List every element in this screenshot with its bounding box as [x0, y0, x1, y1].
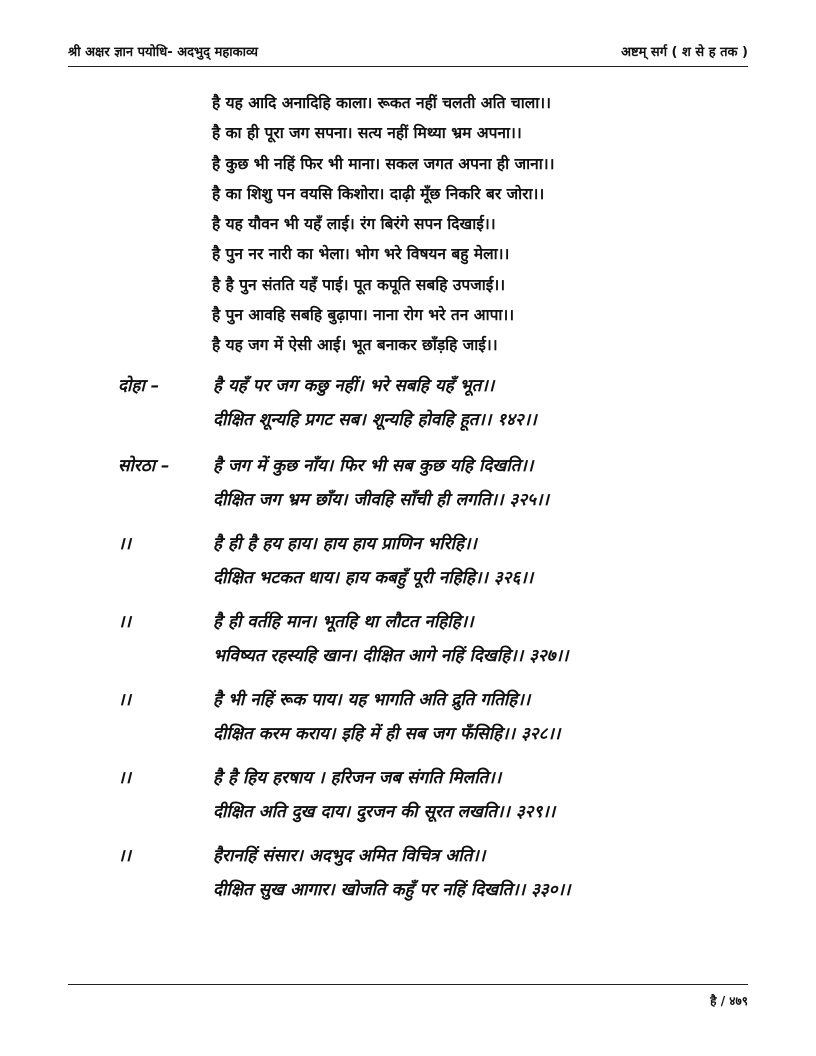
chaupai-line: है यह आदि अनादिहि काला। रूकत नहीं चलती अति चाला।। — [212, 94, 552, 112]
chaupai-line: है का ही पूरा जग सपना। सत्य नहीं मिथ्या भ्रम अपना।। — [212, 124, 522, 143]
footer-divider — [68, 984, 748, 985]
sortha-verse — [118, 760, 718, 830]
verse-label: ।। — [118, 612, 131, 632]
verse-line-1: है भी नहिं रूक पाय। यह भागति अति द्रुति गतिहि।। — [213, 690, 531, 710]
sortha-verse — [118, 526, 718, 596]
chaupai-block — [212, 88, 652, 361]
verse-label: ।। — [118, 690, 131, 710]
chaupai-line: है है पुन संतति यहँ पाई। पूत कपूति सबहि उपजाई।। — [212, 275, 506, 294]
verse-label: ।। — [118, 846, 131, 866]
doha-verse — [118, 368, 718, 438]
sortha-verse — [118, 838, 718, 908]
sortha-verse — [118, 448, 718, 518]
verse-line-2: दीक्षित शून्यहि प्रगट सब। शून्यहि होवहि हूत।। १४२।। — [213, 410, 537, 430]
verse-line-2: दीक्षित जग भ्रम छाँय। जीवहि साँची ही लगति।। ३२५।। — [213, 490, 549, 510]
chaupai-line: है यह जग में ऐसी आई। भूत बनाकर छाँड़हि जाई।। — [212, 336, 498, 355]
verse-line-2: दीक्षित भटकत धाय। हाय कबहुँ पूरी नहिहि।। ३२६।। — [213, 568, 534, 588]
verse-line-2: दीक्षित अति दुख दाय। दुरजन की सूरत लखति।। ३२९।। — [213, 802, 556, 822]
sortha-verse — [118, 682, 718, 752]
verse-line-1: है है हिय हरषाय । हरिजन जब संगति मिलति।। — [213, 768, 502, 788]
sortha-verse — [118, 604, 718, 674]
verse-line-1: है यहँ पर जग कछु नहीं। भरे सबहि यहँ भूत।। — [213, 376, 495, 396]
page-header — [68, 40, 748, 67]
verse-line-2: दीक्षित सुख आगार। खोजति कहुँ पर नहिं दिखति।। ३३०।। — [213, 880, 571, 900]
chaupai-line: है का शिशु पन वयसि किशोरा। दाढ़ी मूँछ निकरि बर जोरा।। — [212, 184, 545, 203]
verse-line-1: है जग में कुछ नाँय। फिर भी सब कुछ यहि दिखति।। — [213, 456, 534, 476]
chapter-title: अष्टम् सर्ग ( श से ह तक ) — [621, 45, 748, 60]
chaupai-line: है पुन आवहि सबहि बुढ़ापा। नाना रोग भरे तन आपा।। — [212, 306, 515, 325]
verse-label: ।। — [118, 534, 131, 554]
verse-line-1: है ही है हय हाय। हाय हाय प्राणिन भरिहि।। — [213, 534, 477, 554]
verse-label: सोरठा – — [118, 456, 170, 476]
page-number: है / ४७९ — [710, 994, 748, 1008]
verse-label: दोहा – — [118, 376, 160, 396]
verse-line-2: दीक्षित करम कराय। इहि में ही सब जग फँसिहि।। ३२८।। — [213, 724, 561, 744]
verse-line-2: भविष्यत रहस्यहि खान। दीक्षित आगे नहिं दिखहि।। ३२७।। — [213, 646, 569, 666]
verse-line-1: है ही वर्तहि मान। भूतहि था लौटत नहिहि।। — [213, 612, 474, 632]
chaupai-line: है कुछ भी नहिं फिर भी माना। सकल जगत अपना ही जाना।। — [212, 154, 555, 173]
verse-label: ।। — [118, 768, 131, 788]
book-title: श्री अक्षर ज्ञान पयोधि- अदभुद् महाकाव्य — [68, 45, 258, 60]
verse-line-1: हैरानहिं संसार। अदभुद अमित विचित्र अति।। — [213, 846, 486, 866]
chaupai-line: है पुन नर नारी का भेला। भोग भरे विषयन बहु मेला।। — [212, 245, 510, 264]
chaupai-line: है यह यौवन भी यहँ लाई। रंग बिरंगे सपन दिखाई।। — [212, 215, 496, 234]
